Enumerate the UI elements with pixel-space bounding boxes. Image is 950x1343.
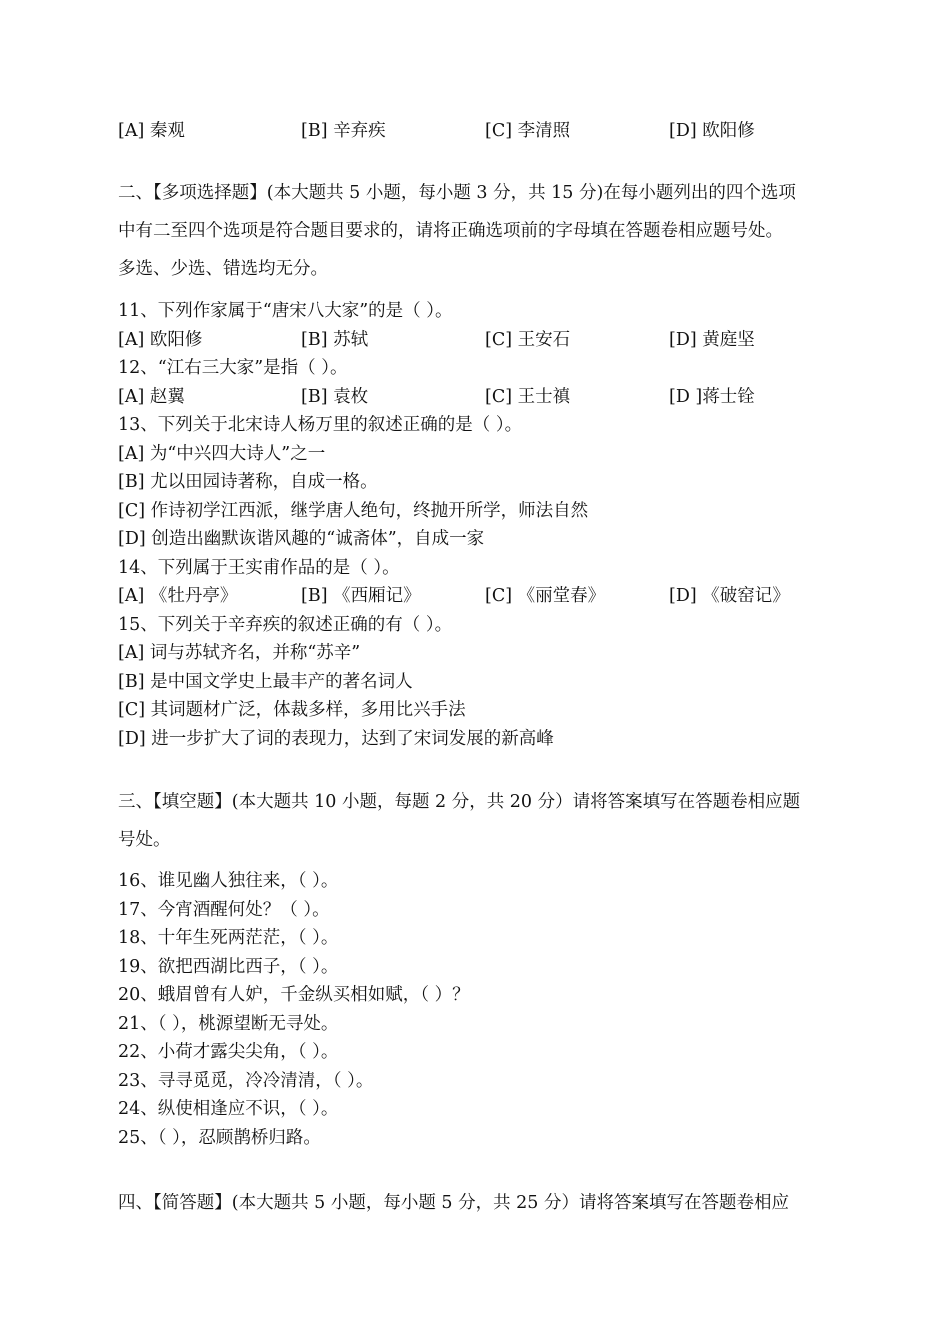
q15-option-b: [B] 是中国文学史上最丰产的著名词人 <box>118 672 413 692</box>
section-3-line: 号处。 <box>118 830 171 850</box>
fill-in-question: 18、十年生死两茫茫，（ ）。 <box>118 928 339 948</box>
fill-in-question: 16、谁见幽人独往来，（ ）。 <box>118 871 339 891</box>
section-2-line: 中有二至四个选项是符合题目要求的，请将正确选项前的字母填在答题卷相应题号处。 <box>118 221 783 241</box>
option-d: [D] 欧阳修 <box>669 121 755 141</box>
q14-options <box>118 584 838 608</box>
section-4-instructions <box>118 1184 838 1222</box>
fill-in-question: 19、欲把西湖比西子，（ ）。 <box>118 957 339 977</box>
section-4-line: 四、【简答题】(本大题共 5 小题，每小题 5 分，共 25 分）请将答案填写在答题卷相应 <box>118 1193 789 1213</box>
q12-stem: 12、“江右三大家”是指（ ）。 <box>118 358 348 378</box>
q15-option-c: [C] 其词题材广泛，体裁多样，多用比兴手法 <box>118 700 466 720</box>
section-2-instructions <box>118 174 838 288</box>
q13-option-a: [A] 为“中兴四大诗人”之一 <box>118 444 326 464</box>
option-a: [A] 赵翼 <box>118 387 185 407</box>
fill-in-question: 20、蛾眉曾有人妒，千金纵买相如赋，（ ）？ <box>118 985 470 1005</box>
fill-in-question: 22、小荷才露尖尖角，（ ）。 <box>118 1042 339 1062</box>
q12-options <box>118 385 838 409</box>
section-2-line: 二、【多项选择题】(本大题共 5 小题，每小题 3 分，共 15 分)在每小题列出的四个选项 <box>118 183 796 203</box>
option-b: [B] 辛弃疾 <box>301 121 386 141</box>
fill-in-question: 24、纵使相逢应不识，（ ）。 <box>118 1099 339 1119</box>
fill-in-question: 23、寻寻觅觅，冷冷清清，（ ）。 <box>118 1071 374 1091</box>
option-c: [C] 《丽堂春》 <box>485 586 606 606</box>
q14-stem: 14、下列属于王实甫作品的是（ ）。 <box>118 558 400 578</box>
option-c: [C] 王士禛 <box>485 387 571 407</box>
option-c: [C] 李清照 <box>485 121 571 141</box>
option-b: [B] 苏轼 <box>301 330 369 350</box>
section-2-line: 多选、少选、错选均无分。 <box>118 259 328 279</box>
option-d: [D] 《破窑记》 <box>669 586 790 606</box>
option-c: [C] 王安石 <box>485 330 571 350</box>
q11-options <box>118 328 838 352</box>
q15-option-d: [D] 进一步扩大了词的表现力，达到了宋词发展的新高峰 <box>118 729 554 749</box>
q13-option-c: [C] 作诗初学江西派，继学唐人绝句，终抛开所学，师法自然 <box>118 501 589 521</box>
option-d: [D] 黄庭坚 <box>669 330 755 350</box>
q13-option-b: [B] 尤以田园诗著称，自成一格。 <box>118 472 378 492</box>
option-a: [A] 《牡丹亭》 <box>118 586 238 606</box>
option-a: [A] 欧阳修 <box>118 330 203 350</box>
fill-in-question: 17、今宵酒醒何处？（ ）。 <box>118 900 330 920</box>
q11-stem: 11、下列作家属于“唐宋八大家”的是（ ）。 <box>118 301 453 321</box>
fill-in-question: 21、（ ），桃源望断无寻处。 <box>118 1014 339 1034</box>
q15-option-a: [A] 词与苏轼齐名，并称“苏辛” <box>118 643 361 663</box>
q10-options <box>118 119 838 143</box>
option-a: [A] 秦观 <box>118 121 185 141</box>
option-b: [B] 《西厢记》 <box>301 586 421 606</box>
q13-option-d: [D] 创造出幽默诙谐风趣的“诚斋体”，自成一家 <box>118 529 485 549</box>
option-b: [B] 袁枚 <box>301 387 369 407</box>
section-3-instructions <box>118 783 838 859</box>
option-d: [D ]蒋士铨 <box>669 387 755 407</box>
q13-stem: 13、下列关于北宋诗人杨万里的叙述正确的是（ ）。 <box>118 415 523 435</box>
q15-stem: 15、下列关于辛弃疾的叙述正确的有（ ）。 <box>118 615 453 635</box>
fill-in-question: 25、（ ），忍顾鹊桥归路。 <box>118 1128 321 1148</box>
section-3-line: 三、【填空题】(本大题共 10 小题，每题 2 分，共 20 分）请将答案填写在答题卷相应题 <box>118 792 801 812</box>
